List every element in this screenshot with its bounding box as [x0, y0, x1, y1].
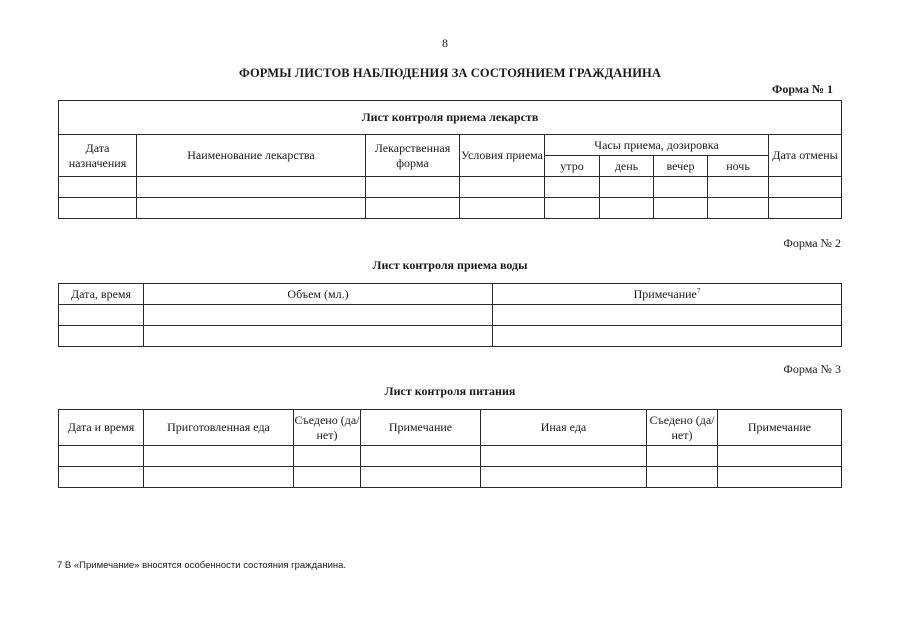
- table-row: [59, 446, 842, 467]
- table-row: [59, 467, 842, 488]
- table-row: [59, 305, 842, 326]
- col-date-cancel: Дата отмены: [769, 135, 842, 177]
- form3-caption: Лист контроля питания: [384, 384, 516, 398]
- col-note: [493, 284, 842, 305]
- col-eaten: Съедено (да/нет): [294, 410, 361, 446]
- col-day: день: [600, 156, 654, 177]
- table-row: [59, 177, 842, 198]
- form1-label: Форма № 1: [772, 82, 833, 96]
- table-row: [59, 198, 842, 219]
- col-eaten-2: Съедено (да/нет): [647, 410, 718, 446]
- form2-label: Форма № 2: [783, 236, 841, 250]
- form1-table: [58, 100, 842, 219]
- page-title: ФОРМЫ ЛИСТОВ НАБЛЮДЕНИЯ ЗА СОСТОЯНИЕМ ГРАЖДАНИНА: [239, 66, 661, 80]
- form1-caption: Лист контроля приема лекарств: [59, 101, 842, 135]
- footnote: 7 В «Примечание» вносятся особенности состояния гражданина.: [57, 560, 347, 571]
- col-note: Примечание: [361, 410, 481, 446]
- col-volume: Объем (мл.): [144, 284, 493, 305]
- page-number: 8: [442, 36, 448, 50]
- col-drug-name: Наименование лекарства: [137, 135, 366, 177]
- form2-table: [58, 283, 842, 347]
- col-morning: утро: [545, 156, 600, 177]
- form2-caption: Лист контроля приема воды: [372, 258, 528, 272]
- col-note-2: Примечание: [718, 410, 842, 446]
- col-evening: вечер: [654, 156, 708, 177]
- form3-table: [58, 409, 842, 488]
- table-row: [59, 326, 842, 347]
- col-conditions: Условия приема: [460, 135, 545, 177]
- col-night: ночь: [708, 156, 769, 177]
- col-hours-dosage: Часы приема, дозировка: [545, 135, 769, 156]
- form3-label: Форма № 3: [783, 362, 841, 376]
- col-date-assigned: Дата назначения: [59, 135, 137, 177]
- footnote-marker: 7: [696, 286, 701, 295]
- col-datetime: Дата, время: [59, 284, 144, 305]
- col-prepared-food: Приготовленная еда: [144, 410, 294, 446]
- col-other-food: Иная еда: [481, 410, 647, 446]
- col-note-label: Примечание: [633, 286, 697, 301]
- col-datetime: Дата и время: [59, 410, 144, 446]
- col-drug-form: Лекарственная форма: [366, 135, 460, 177]
